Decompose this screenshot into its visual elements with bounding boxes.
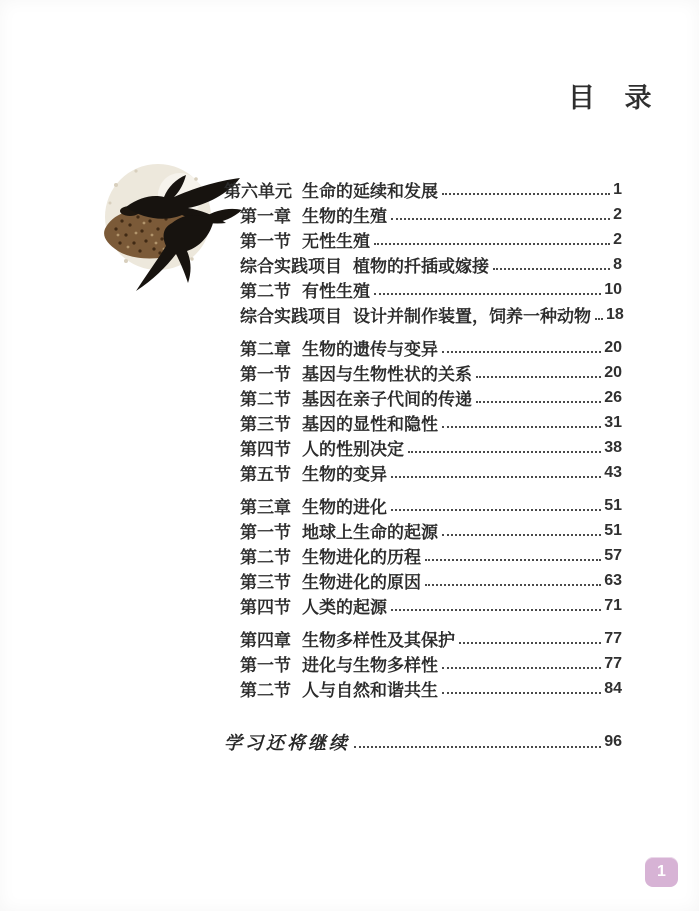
toc-entry-page-number: 20 bbox=[604, 338, 622, 356]
toc-entry-label: 综合实践项目 bbox=[240, 307, 342, 326]
toc-entry-title: 基因与生物性状的关系 bbox=[302, 365, 472, 384]
toc-entry-label: 第二节 bbox=[240, 681, 291, 700]
dotted-leader bbox=[476, 401, 601, 403]
toc-row bbox=[224, 593, 622, 618]
dotted-leader bbox=[425, 559, 601, 561]
toc-entry-title: 人的性别决定 bbox=[302, 440, 404, 459]
dotted-leader bbox=[442, 426, 601, 428]
toc-entry-title: 植物的扦插或嫁接 bbox=[353, 257, 489, 276]
toc-entry-page-number: 51 bbox=[604, 496, 622, 514]
toc-row bbox=[224, 676, 622, 701]
toc-entry-page-number: 20 bbox=[604, 363, 622, 381]
dotted-leader bbox=[425, 584, 601, 586]
toc-entry-page-number: 2 bbox=[613, 230, 622, 248]
toc-entry-title: 生物多样性及其保护 bbox=[302, 631, 455, 650]
dotted-leader bbox=[459, 642, 601, 644]
toc-row bbox=[224, 626, 622, 651]
toc-entry-page-number: 77 bbox=[604, 654, 622, 672]
toc-row bbox=[224, 493, 622, 518]
toc-entry-page-number: 10 bbox=[604, 280, 622, 298]
toc-entry-label: 第二节 bbox=[240, 282, 291, 301]
dotted-leader bbox=[391, 609, 601, 611]
toc-entry-page-number: 26 bbox=[604, 388, 622, 406]
toc-entry-page-number: 51 bbox=[604, 521, 622, 539]
toc-entry-label: 第四节 bbox=[240, 440, 291, 459]
toc-entry-label: 第一节 bbox=[240, 365, 291, 384]
toc-entry-label: 第四节 bbox=[240, 598, 291, 617]
dotted-leader bbox=[442, 667, 601, 669]
toc-list bbox=[224, 177, 622, 701]
dotted-leader bbox=[391, 509, 601, 511]
toc-entry-label: 第二节 bbox=[240, 390, 291, 409]
toc-row bbox=[224, 227, 622, 252]
toc-row bbox=[224, 302, 622, 327]
dotted-leader bbox=[391, 476, 601, 478]
toc-entry-title: 生物的变异 bbox=[302, 465, 387, 484]
toc-entry-label: 第六单元 bbox=[224, 182, 292, 201]
toc-entry-label: 第五节 bbox=[240, 465, 291, 484]
toc-entry-title: 有性生殖 bbox=[302, 282, 370, 301]
toc-entry-title: 进化与生物多样性 bbox=[302, 656, 438, 675]
toc-row bbox=[224, 651, 622, 676]
toc-row bbox=[224, 543, 622, 568]
toc-entry-page-number: 57 bbox=[604, 546, 622, 564]
toc-row bbox=[224, 177, 622, 202]
toc-entry-title: 人与自然和谐共生 bbox=[302, 681, 438, 700]
toc-entry-title: 无性生殖 bbox=[302, 232, 370, 251]
dotted-leader bbox=[391, 218, 610, 220]
toc-entry-label: 综合实践项目 bbox=[240, 257, 342, 276]
toc-entry-title: 地球上生命的起源 bbox=[302, 523, 438, 542]
toc-row bbox=[224, 335, 622, 360]
toc-entry-label: 第一章 bbox=[240, 207, 291, 226]
toc-entry-title: 设计并制作装置，饲养一种动物 bbox=[353, 307, 591, 326]
toc-footer-row bbox=[224, 729, 622, 755]
toc-row bbox=[224, 277, 622, 302]
toc-entry-page-number: 77 bbox=[604, 629, 622, 647]
toc-entry-page-number: 31 bbox=[604, 413, 622, 431]
toc-entry-title: 生物进化的原因 bbox=[302, 573, 421, 592]
footer-title: 学习还将继续 bbox=[224, 733, 350, 753]
toc-entry-title: 生物的生殖 bbox=[302, 207, 387, 226]
toc-row bbox=[224, 568, 622, 593]
toc-entry-page-number: 18 bbox=[606, 305, 624, 323]
page-number-badge: 1 bbox=[645, 857, 678, 887]
dotted-leader bbox=[374, 243, 610, 245]
toc-entry-title: 生物进化的历程 bbox=[302, 548, 421, 567]
dotted-leader bbox=[442, 351, 601, 353]
dotted-leader bbox=[595, 318, 603, 320]
toc-entry-title: 基因的显性和隐性 bbox=[302, 415, 438, 434]
dotted-leader bbox=[442, 534, 601, 536]
toc-entry-label: 第三节 bbox=[240, 415, 291, 434]
toc-entry-page-number: 1 bbox=[613, 180, 622, 198]
toc-row bbox=[224, 385, 622, 410]
toc-entry-title: 人类的起源 bbox=[302, 598, 387, 617]
toc-row bbox=[224, 518, 622, 543]
dotted-leader bbox=[374, 293, 601, 295]
toc-entry-title: 基因在亲子代间的传递 bbox=[302, 390, 472, 409]
dotted-leader bbox=[442, 193, 610, 195]
toc-row bbox=[224, 360, 622, 385]
toc-entry-label: 第三节 bbox=[240, 573, 291, 592]
toc-row bbox=[224, 435, 622, 460]
footer-page-number: 96 bbox=[604, 733, 622, 750]
toc-row bbox=[224, 410, 622, 435]
toc-entry-label: 第三章 bbox=[240, 498, 291, 517]
toc-entry-title: 生命的延续和发展 bbox=[302, 182, 438, 201]
dotted-leader bbox=[476, 376, 601, 378]
dotted-leader bbox=[442, 692, 601, 694]
page-title: 目 录 bbox=[568, 83, 663, 113]
dotted-leader bbox=[354, 746, 601, 748]
toc-entry-label: 第一节 bbox=[240, 523, 291, 542]
toc-entry-label: 第一节 bbox=[240, 232, 291, 251]
toc-entry-page-number: 38 bbox=[604, 438, 622, 456]
toc-entry-page-number: 8 bbox=[613, 255, 622, 273]
toc-entry-page-number: 63 bbox=[604, 571, 622, 589]
toc-entry-title: 生物的进化 bbox=[302, 498, 387, 517]
toc-entry-label: 第二章 bbox=[240, 340, 291, 359]
toc-entry-page-number: 2 bbox=[613, 205, 622, 223]
toc-entry-page-number: 84 bbox=[604, 679, 622, 697]
dotted-leader bbox=[493, 268, 610, 270]
toc-row bbox=[224, 460, 622, 485]
toc-entry-label: 第二节 bbox=[240, 548, 291, 567]
toc-entry-page-number: 43 bbox=[604, 463, 622, 481]
toc-entry-title: 生物的遗传与变异 bbox=[302, 340, 438, 359]
toc-row bbox=[224, 202, 622, 227]
dotted-leader bbox=[408, 451, 601, 453]
toc-entry-label: 第四章 bbox=[240, 631, 291, 650]
toc-entry-page-number: 71 bbox=[604, 596, 622, 614]
toc-entry-label: 第一节 bbox=[240, 656, 291, 675]
toc-row bbox=[224, 252, 622, 277]
